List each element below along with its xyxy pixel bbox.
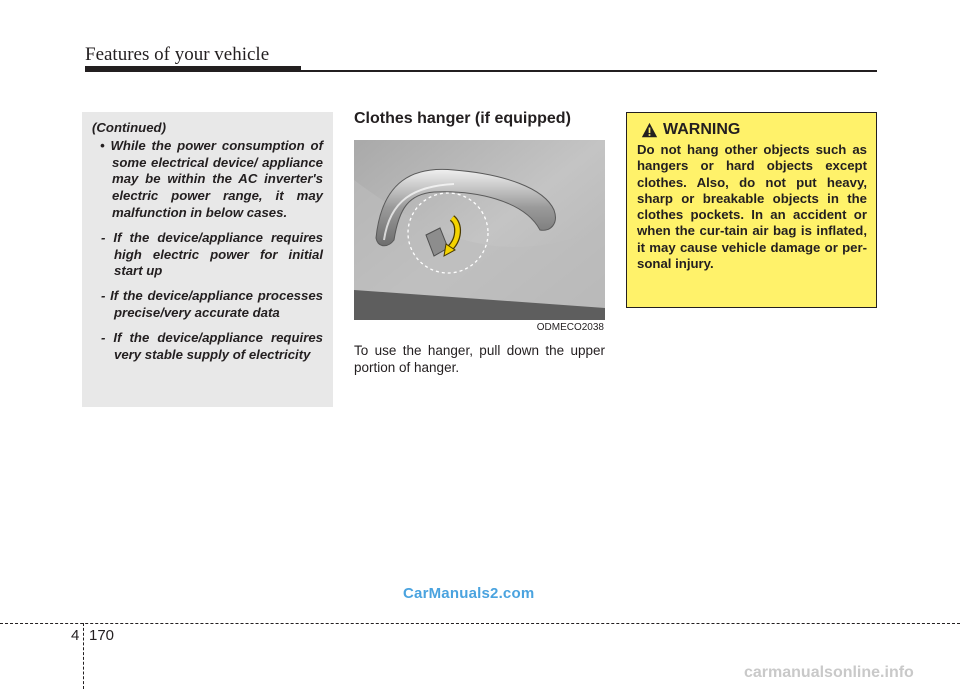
section-heading: Clothes hanger (if equipped) <box>354 110 571 127</box>
hanger-illustration <box>354 140 605 336</box>
warning-header <box>637 121 867 139</box>
watermark-logo: CarManuals2.com <box>403 585 535 602</box>
continued-sub-item: - If the device/appliance processes precise/very accurate data <box>101 288 323 320</box>
warning-box <box>626 112 877 308</box>
warning-text: Do not hang other objects such as hangers or hard objects except clothes. Also, do not put heavy, sharp or breakable objects in the clothes pockets. In an accident or when the cur-tain air bag is inflated, it may cause vehicle damage or per-sonal injury. <box>637 142 867 272</box>
continued-bullet: • While the power consumption of some electrical device/ appliance may be within the AC inverter's electric power range, it may malfunction in below cases. <box>100 137 323 220</box>
continued-box <box>82 112 333 407</box>
continued-sub-item: - If the device/appliance requires very stable supply of electricity <box>101 329 323 362</box>
warning-triangle-icon <box>641 122 658 139</box>
continued-title: (Continued) <box>92 120 166 135</box>
figure-code: ODMECO2038 <box>354 320 605 336</box>
page-number: 170 <box>89 627 115 644</box>
footer-divider <box>83 623 84 689</box>
continued-sub-item: - If the device/appliance requires high electric power for initial start up <box>101 229 323 279</box>
header-rule-thick <box>85 66 301 72</box>
hanger-figure <box>354 140 605 336</box>
page-header-title: Features of your vehicle <box>85 44 270 65</box>
header-rule-thin <box>301 70 877 72</box>
chapter-number: 4 <box>71 627 80 644</box>
warning-title: WARNING <box>663 121 741 138</box>
section-body-text: To use the hanger, pull down the upper portion of hanger. <box>354 343 605 375</box>
site-watermark: carmanualsonline.info <box>744 664 914 681</box>
footer-rule <box>0 623 960 624</box>
